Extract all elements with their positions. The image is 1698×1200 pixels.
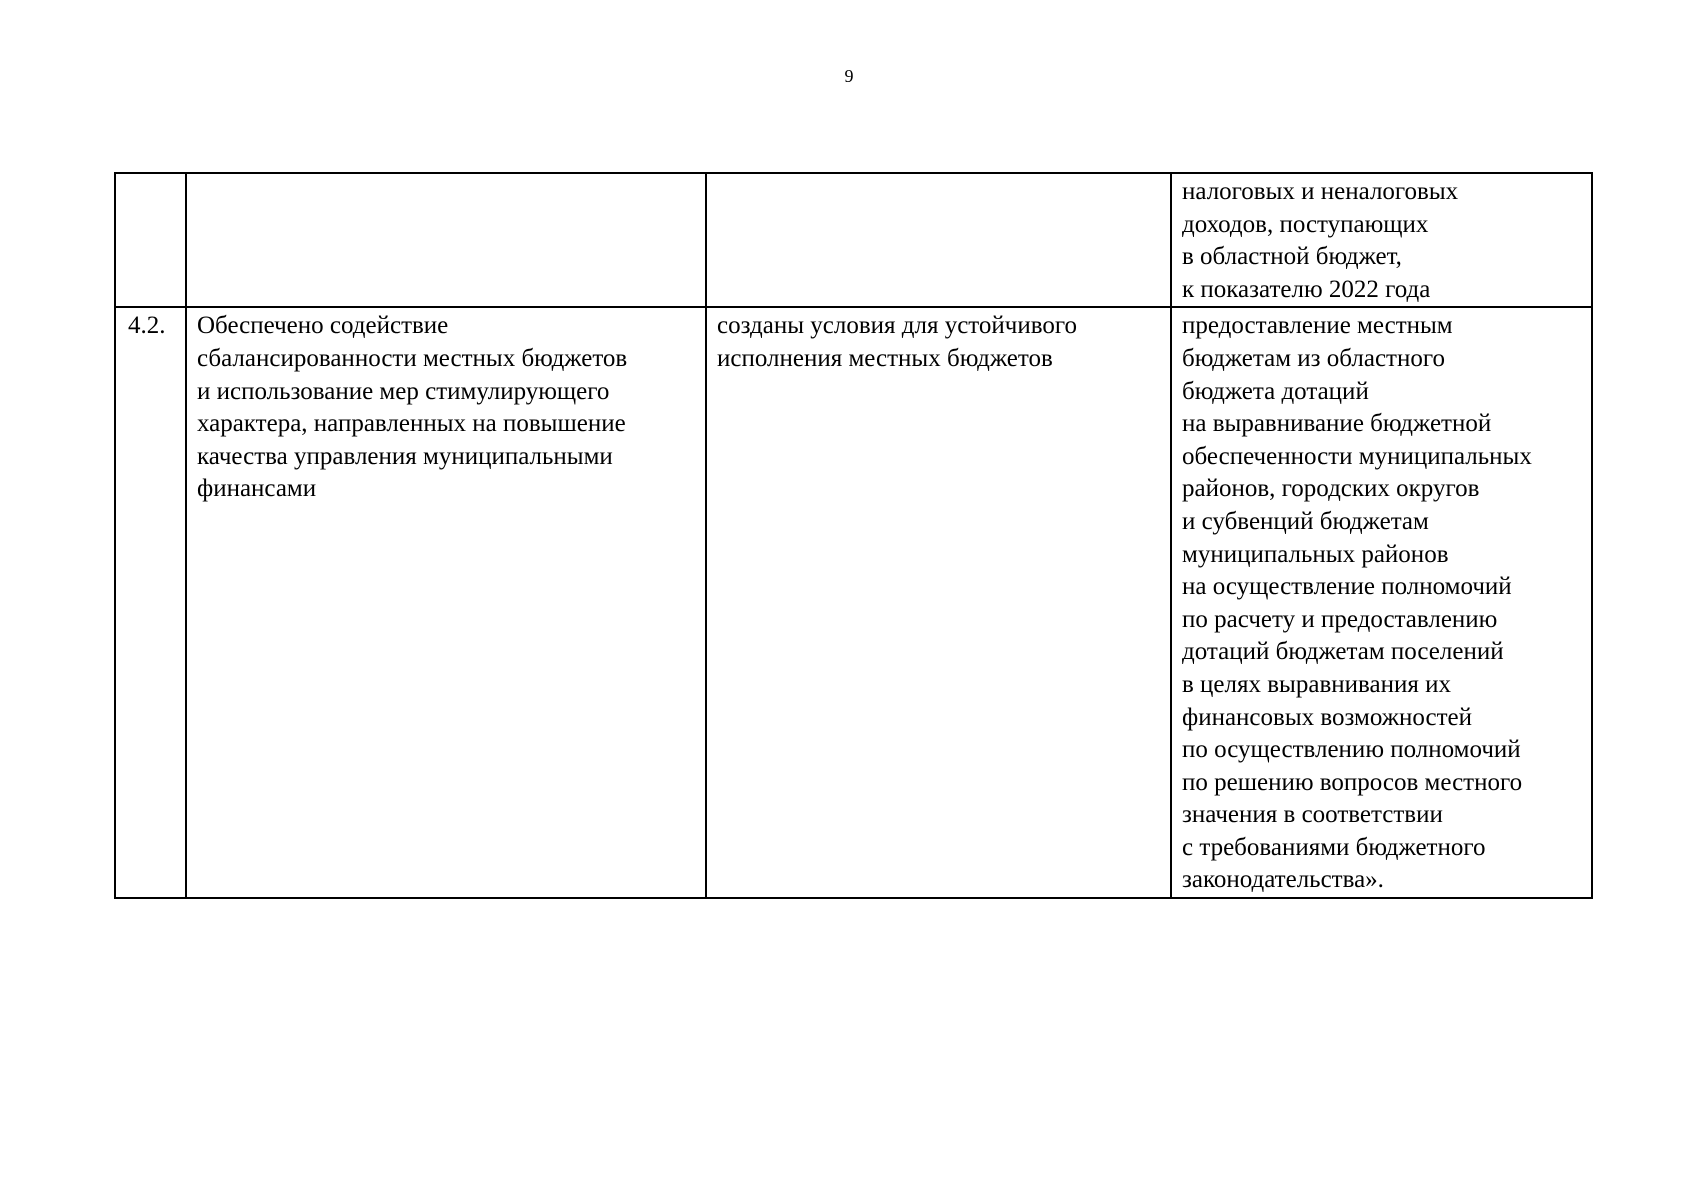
effect-line: исполнения местных бюджетов [717, 344, 1053, 372]
effect-cell [706, 307, 1171, 898]
indicator-line: на выравнивание бюджетной [1182, 410, 1492, 438]
indicator-line: предоставление местным [1182, 312, 1453, 340]
indicator-cell [1171, 307, 1592, 898]
indicator-line: обеспеченности муниципальных [1182, 442, 1532, 470]
table-row [115, 173, 1592, 307]
row-number-cell [115, 307, 186, 898]
indicator-line: по расчету и предоставлению [1182, 605, 1498, 633]
indicator-line: доходов, поступающих [1182, 210, 1429, 238]
indicator-line: муниципальных районов [1182, 540, 1449, 568]
indicator-line: бюджета дотаций [1182, 377, 1369, 405]
indicator-line: на осуществление полномочий [1182, 573, 1512, 601]
indicator-line: и субвенций бюджетам [1182, 507, 1429, 535]
result-line: финансами [197, 475, 317, 503]
result-line: Обеспечено содействие [197, 312, 449, 340]
indicator-line: в областной бюджет, [1182, 243, 1402, 271]
indicator-line: финансовых возможностей [1182, 703, 1473, 731]
result-line: качества управления муниципальными [197, 442, 613, 470]
indicator-line: районов, городских округов [1182, 475, 1480, 503]
indicator-line: бюджетам из областного [1182, 344, 1445, 372]
indicator-line: с требованиями бюджетного [1182, 833, 1486, 861]
row-number: 4.2. [128, 312, 166, 340]
row-number-cell [115, 173, 186, 307]
indicator-line: по осуществлению полномочий [1182, 736, 1521, 764]
result-line: сбалансированности местных бюджетов [197, 344, 628, 372]
table-row [115, 307, 1592, 898]
effect-line: созданы условия для устойчивого [717, 312, 1077, 340]
effect-cell [706, 173, 1171, 307]
page-number: 9 [844, 66, 854, 86]
result-cell [186, 307, 706, 898]
indicator-line: к показателю 2022 года [1182, 275, 1431, 303]
result-line: характера, направленных на повышение [197, 410, 626, 438]
indicator-cell [1171, 173, 1592, 307]
measures-table [114, 172, 1593, 899]
indicator-line: законодательства». [1182, 866, 1384, 894]
indicator-line: дотаций бюджетам поселений [1182, 638, 1504, 666]
indicator-line: в целях выравнивания их [1182, 670, 1451, 698]
indicator-line: значения в соответствии [1182, 801, 1443, 829]
indicator-line: налоговых и неналоговых [1182, 178, 1459, 205]
result-cell [186, 173, 706, 307]
result-line: и использование мер стимулирующего [197, 377, 610, 405]
indicator-line: по решению вопросов местного [1182, 768, 1523, 796]
